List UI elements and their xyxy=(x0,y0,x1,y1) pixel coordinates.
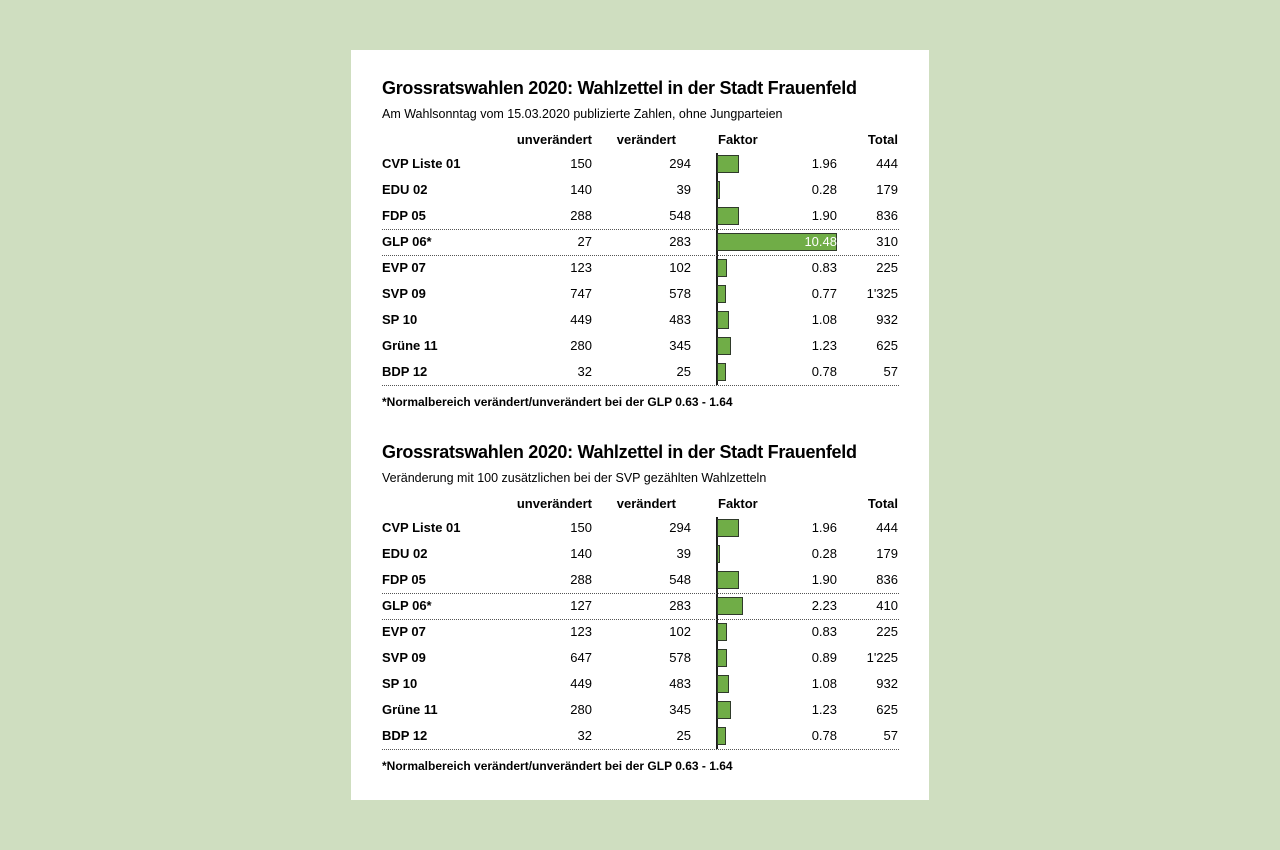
row-divider xyxy=(382,255,899,256)
footnote: *Normalbereich verändert/unverändert bei der GLP 0.63 - 1.64 xyxy=(382,395,733,409)
table-row-svp-09 xyxy=(351,645,929,671)
cell-faktor: 0.78 xyxy=(811,728,837,743)
party-name: CVP Liste 01 xyxy=(382,156,461,171)
party-name: Grüne 11 xyxy=(382,338,438,353)
cell-faktor: 0.83 xyxy=(811,260,837,275)
cell-veraendert: 25 xyxy=(676,728,691,743)
cell-unveraendert: 32 xyxy=(577,728,592,743)
table-row-fdp-05 xyxy=(351,203,929,229)
cell-faktor: 0.28 xyxy=(811,182,837,197)
cell-veraendert: 39 xyxy=(676,546,691,561)
cell-veraendert: 25 xyxy=(676,364,691,379)
cell-veraendert: 578 xyxy=(669,286,691,301)
party-name: BDP 12 xyxy=(382,364,428,379)
table-row-edu-02 xyxy=(351,177,929,203)
cell-veraendert: 483 xyxy=(669,312,691,327)
cell-unveraendert: 32 xyxy=(577,364,592,379)
cell-faktor: 1.96 xyxy=(811,520,837,535)
cell-faktor: 0.77 xyxy=(811,286,837,301)
column-header-veraendert: verändert xyxy=(616,496,676,511)
chart-subtitle: Am Wahlsonntag vom 15.03.2020 publizierte Zahlen, ohne Jungparteien xyxy=(382,107,783,121)
cell-unveraendert: 747 xyxy=(570,286,592,301)
cell-faktor: 10.48 xyxy=(804,234,837,249)
table-row-glp-06 xyxy=(351,593,929,619)
table-row-gr-ne-11 xyxy=(351,333,929,359)
cell-faktor: 0.78 xyxy=(811,364,837,379)
party-name: CVP Liste 01 xyxy=(382,520,461,535)
cell-unveraendert: 140 xyxy=(570,182,592,197)
footnote: *Normalbereich verändert/unverändert bei der GLP 0.63 - 1.64 xyxy=(382,759,733,773)
table-row-sp-10 xyxy=(351,671,929,697)
cell-veraendert: 345 xyxy=(669,702,691,717)
cell-veraendert: 548 xyxy=(669,208,691,223)
cell-total: 179 xyxy=(876,546,898,561)
cell-veraendert: 578 xyxy=(669,650,691,665)
table-row-bdp-12 xyxy=(351,359,929,385)
chart-title: Grossratswahlen 2020: Wahlzettel in der Stadt Frauenfeld xyxy=(382,442,857,462)
cell-veraendert: 102 xyxy=(669,624,691,639)
cell-faktor: 2.23 xyxy=(811,598,837,613)
party-name: SP 10 xyxy=(382,312,418,327)
faktor-bar xyxy=(717,545,720,563)
cell-unveraendert: 449 xyxy=(570,676,592,691)
cell-veraendert: 294 xyxy=(669,156,691,171)
cell-unveraendert: 150 xyxy=(570,156,592,171)
cell-faktor: 1.90 xyxy=(811,572,837,587)
cell-veraendert: 294 xyxy=(669,520,691,535)
cell-total: 836 xyxy=(876,208,898,223)
table-row-svp-09 xyxy=(351,281,929,307)
chart-title: Grossratswahlen 2020: Wahlzettel in der Stadt Frauenfeld xyxy=(382,78,857,98)
faktor-bar xyxy=(717,207,739,225)
cell-faktor: 0.28 xyxy=(811,546,837,561)
cell-total: 225 xyxy=(876,260,898,275)
party-name: EVP 07 xyxy=(382,624,426,639)
column-header-faktor: Faktor xyxy=(718,496,758,511)
faktor-bar xyxy=(717,519,739,537)
cell-faktor: 1.08 xyxy=(811,312,837,327)
cell-unveraendert: 123 xyxy=(570,260,592,275)
cell-veraendert: 345 xyxy=(669,338,691,353)
cell-unveraendert: 140 xyxy=(570,546,592,561)
row-divider xyxy=(382,385,899,386)
table-row-evp-07 xyxy=(351,255,929,281)
party-name: EDU 02 xyxy=(382,182,428,197)
cell-total: 444 xyxy=(876,156,898,171)
column-header-total: Total xyxy=(867,496,898,511)
cell-unveraendert: 647 xyxy=(570,650,592,665)
cell-total: 1'325 xyxy=(866,286,898,301)
faktor-bar xyxy=(717,285,726,303)
cell-total: 625 xyxy=(876,702,898,717)
cell-faktor: 0.89 xyxy=(811,650,837,665)
faktor-bar xyxy=(717,155,739,173)
cell-veraendert: 283 xyxy=(669,598,691,613)
faktor-bar xyxy=(717,181,720,199)
cell-faktor: 1.96 xyxy=(811,156,837,171)
table-row-fdp-05 xyxy=(351,567,929,593)
faktor-bar xyxy=(717,311,729,329)
cell-unveraendert: 123 xyxy=(570,624,592,639)
cell-veraendert: 39 xyxy=(676,182,691,197)
cell-total: 410 xyxy=(876,598,898,613)
cell-total: 836 xyxy=(876,572,898,587)
cell-veraendert: 102 xyxy=(669,260,691,275)
party-name: FDP 05 xyxy=(382,572,426,587)
report-sheet xyxy=(351,50,929,800)
party-name: Grüne 11 xyxy=(382,702,438,717)
row-divider xyxy=(382,619,899,620)
party-name: SVP 09 xyxy=(382,650,426,665)
cell-faktor: 1.23 xyxy=(811,338,837,353)
cell-veraendert: 283 xyxy=(669,234,691,249)
cell-total: 57 xyxy=(883,728,898,743)
faktor-bar xyxy=(717,259,727,277)
cell-unveraendert: 280 xyxy=(570,702,592,717)
cell-total: 932 xyxy=(876,312,898,327)
party-name: GLP 06* xyxy=(382,598,432,613)
table-row-cvp-liste-01 xyxy=(351,151,929,177)
chart-subtitle: Veränderung mit 100 zusätzlichen bei der SVP gezählten Wahlzetteln xyxy=(382,471,767,485)
cell-total: 179 xyxy=(876,182,898,197)
table-row-sp-10 xyxy=(351,307,929,333)
cell-unveraendert: 449 xyxy=(570,312,592,327)
cell-total: 310 xyxy=(876,234,898,249)
cell-unveraendert: 288 xyxy=(570,572,592,587)
faktor-bar xyxy=(717,363,726,381)
party-name: EDU 02 xyxy=(382,546,428,561)
faktor-bar xyxy=(717,701,731,719)
row-divider xyxy=(382,229,899,230)
table-row-bdp-12 xyxy=(351,723,929,749)
faktor-bar xyxy=(717,337,731,355)
table-row-edu-02 xyxy=(351,541,929,567)
table-row-evp-07 xyxy=(351,619,929,645)
column-header-veraendert: verändert xyxy=(616,132,676,147)
cell-unveraendert: 280 xyxy=(570,338,592,353)
cell-faktor: 1.90 xyxy=(811,208,837,223)
party-name: GLP 06* xyxy=(382,234,432,249)
cell-total: 625 xyxy=(876,338,898,353)
party-name: EVP 07 xyxy=(382,260,426,275)
row-divider xyxy=(382,593,899,594)
cell-unveraendert: 150 xyxy=(570,520,592,535)
column-header-unveraendert: unverändert xyxy=(516,132,592,147)
party-name: BDP 12 xyxy=(382,728,428,743)
cell-total: 932 xyxy=(876,676,898,691)
cell-total: 444 xyxy=(876,520,898,535)
cell-unveraendert: 27 xyxy=(577,234,592,249)
column-header-faktor: Faktor xyxy=(718,132,758,147)
faktor-bar xyxy=(717,649,727,667)
row-divider xyxy=(382,749,899,750)
faktor-bar xyxy=(717,727,726,745)
cell-unveraendert: 288 xyxy=(570,208,592,223)
cell-faktor: 0.83 xyxy=(811,624,837,639)
cell-total: 225 xyxy=(876,624,898,639)
table-row-cvp-liste-01 xyxy=(351,515,929,541)
cell-total: 1'225 xyxy=(866,650,898,665)
table-row-glp-06 xyxy=(351,229,929,255)
cell-total: 57 xyxy=(883,364,898,379)
party-name: SVP 09 xyxy=(382,286,426,301)
faktor-bar xyxy=(717,623,727,641)
cell-veraendert: 483 xyxy=(669,676,691,691)
cell-unveraendert: 127 xyxy=(570,598,592,613)
cell-veraendert: 548 xyxy=(669,572,691,587)
faktor-bar xyxy=(717,675,729,693)
party-name: SP 10 xyxy=(382,676,418,691)
faktor-bar xyxy=(717,597,743,615)
column-header-total: Total xyxy=(867,132,898,147)
party-name: FDP 05 xyxy=(382,208,426,223)
table-row-gr-ne-11 xyxy=(351,697,929,723)
cell-faktor: 1.08 xyxy=(811,676,837,691)
column-header-unveraendert: unverändert xyxy=(516,496,592,511)
cell-faktor: 1.23 xyxy=(811,702,837,717)
faktor-bar xyxy=(717,571,739,589)
